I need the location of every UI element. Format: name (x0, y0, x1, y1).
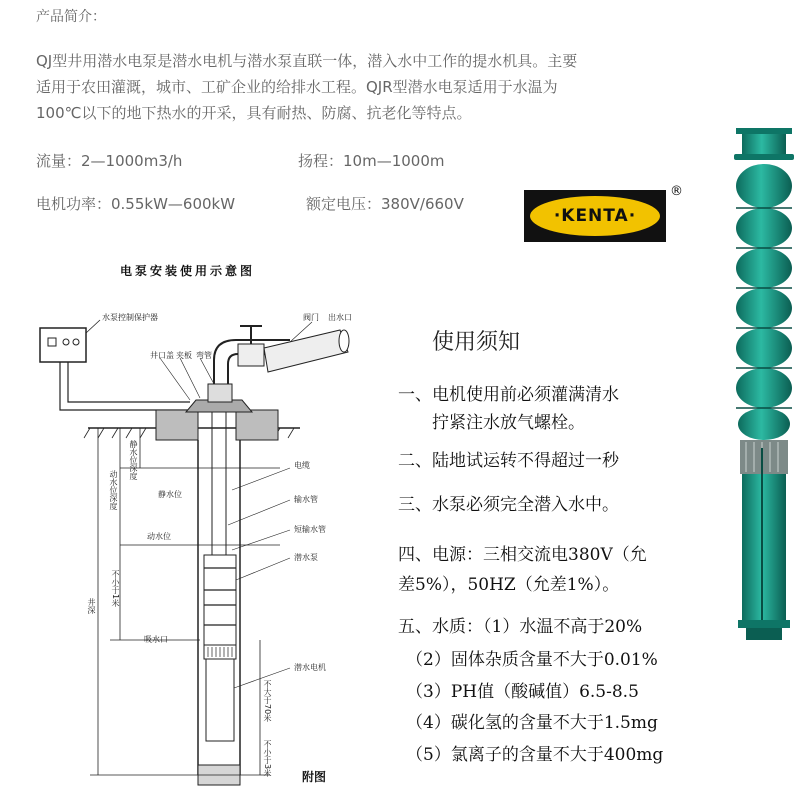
usage-line: （3）PH值（酸碱值）6.5-8.5 (406, 682, 639, 702)
label-well-depth: 井深 (87, 598, 96, 614)
intro-line: 适用于农田灌溉，城市、工矿企业的给排水工程。QJR型潜水电泵适用于水温为 (36, 78, 558, 96)
label-submersible-pump: 潜水泵 (294, 553, 318, 562)
kenta-logo (524, 190, 666, 242)
label-max70m: 不大于70米 (263, 680, 272, 723)
spec-flow: 流量：2—1000m3/h (36, 152, 183, 170)
label-short-pipe: 短输水管 (294, 525, 326, 534)
usage-line: 二、陆地试运转不得超过一秒 (398, 451, 619, 471)
label-cable: 电缆 (294, 461, 310, 470)
label-static-level: 静水位 (158, 490, 182, 499)
label-controller: 水泵控制保护器 (102, 313, 158, 322)
spec-voltage: 额定电压：380V/660V (306, 195, 464, 213)
intro-line: 100℃以下的地下热水的开采，具有耐热、防腐、抗老化等特点。 (36, 104, 472, 122)
label-valve: 阀门 (303, 313, 319, 322)
usage-line: 三、水泵必须完全潜入水中。 (398, 495, 619, 515)
spec-power: 电机功率：0.55kW—600kW (36, 195, 236, 213)
usage-title: 使用须知 (432, 330, 521, 355)
label-outlet: 出水口 (328, 313, 352, 322)
label-dynamic-depth: 动水位深度 (109, 470, 118, 510)
logo-oval: ·KENTA· (530, 196, 660, 236)
intro-heading: 产品简介： (36, 9, 106, 25)
label-dynamic-level: 动水位 (147, 532, 171, 541)
label-min1m: 不小于1米 (111, 570, 120, 608)
label-elbow: 弯管 (196, 351, 212, 360)
usage-line: 差5%），50HZ（允差1%）。 (398, 575, 620, 595)
label-static-depth: 静水位深度 (129, 440, 138, 480)
label-wellhead: 井口盖 (150, 351, 174, 360)
usage-line: 拧紧注水放气螺栓。 (432, 413, 585, 433)
intro-line: QJ型井用潜水电泵是潜水电机与潜水泵直联一体，潜入水中工作的提水机具。主要 (36, 52, 578, 70)
label-min3m: 不小于3米 (263, 740, 272, 778)
figure-note: 附图 (302, 770, 327, 784)
diagram-title: 电泵安装使用示意图 (120, 264, 256, 278)
usage-line: （4）碳化氢的含量不大于1.5mg (406, 713, 658, 733)
usage-line: 五、水质：（1）水温不高于20% (398, 617, 643, 637)
label-suction: 吸水口 (144, 635, 168, 644)
label-delivery-pipe: 输水管 (294, 495, 318, 504)
spec-head: 扬程：10m—1000m (298, 152, 445, 170)
label-clamp: 夹板 (176, 351, 192, 360)
usage-line: （2）固体杂质含量不大于0.01% (406, 650, 658, 670)
label-motor: 潜水电机 (294, 663, 326, 672)
usage-line: 四、电源：三相交流电380V（允 (398, 545, 647, 565)
usage-line: 一、电机使用前必须灌满清水 (398, 385, 619, 405)
usage-line: （5）氯离子的含量不大于400mg (406, 745, 664, 765)
registered-mark: ® (670, 184, 683, 199)
submersible-pump-image (728, 124, 800, 644)
